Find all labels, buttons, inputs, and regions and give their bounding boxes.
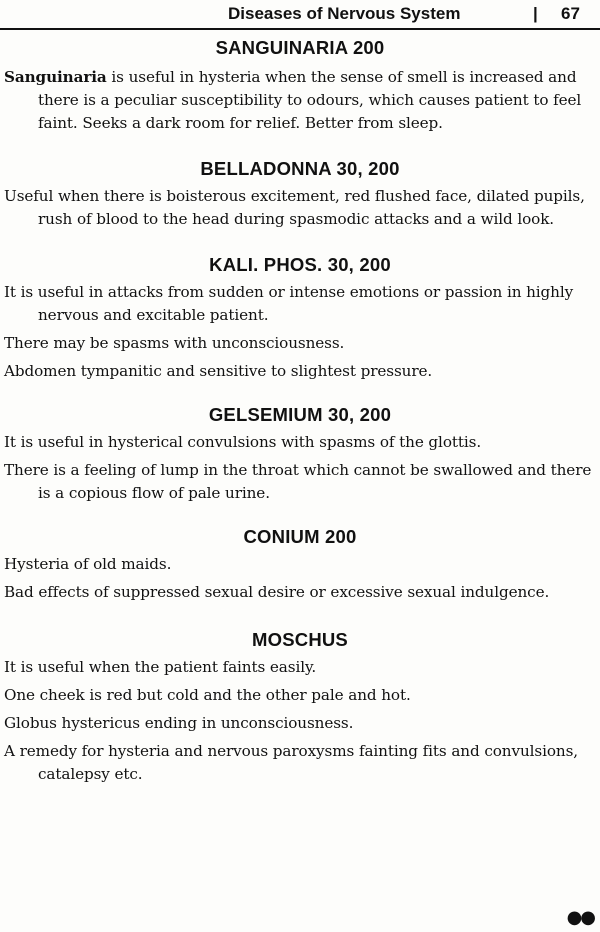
remedy-section-belladonna xyxy=(4,157,596,231)
remedy-heading: KALI. PHOS. 30, 200 xyxy=(209,254,391,275)
remedy-heading: CONIUM 200 xyxy=(243,526,357,547)
remedy-paragraph-text: is useful in hysteria when the sense of smell is increased and there is a peculiar susceptibility to odours, which causes patient to feel faint. Seeks a dark room for relief. Better from sleep. xyxy=(38,68,582,132)
remedy-paragraph: Bad effects of suppressed sexual desire or excessive sexual indulgence. xyxy=(4,583,550,601)
remedy-name-lead: Sanguinaria xyxy=(4,68,107,86)
remedy-paragraph: Globus hystericus ending in unconsciousness. xyxy=(4,714,354,732)
remedy-paragraph: It is useful when the patient faints easily. xyxy=(4,658,317,676)
running-title: Diseases of Nervous System xyxy=(228,4,461,23)
page-content xyxy=(4,36,596,796)
remedy-section-kali-phos xyxy=(4,253,596,383)
remedy-paragraph: It is useful in hysterical convulsions with spasms of the glottis. xyxy=(4,433,482,451)
remedy-section-moschus xyxy=(4,628,596,786)
footer-ornament: ●● xyxy=(566,907,594,928)
remedy-paragraph: It is useful in attacks from sudden or intense emotions or passion in highly nervous and excitable patient. xyxy=(4,283,574,324)
header-separator: | xyxy=(533,4,538,23)
remedy-section-gelsemium xyxy=(4,403,596,505)
remedy-paragraph: Useful when there is boisterous excitement, red flushed face, dilated pupils, rush of blood to the head during spasmodic attacks and a wild look. xyxy=(4,187,585,228)
remedy-paragraph: There is a feeling of lump in the throat which cannot be swallowed and there is a copious flow of pale urine. xyxy=(4,461,592,502)
remedy-paragraph: There may be spasms with unconsciousness. xyxy=(4,334,345,352)
remedy-heading: GELSEMIUM 30, 200 xyxy=(208,404,392,425)
remedy-paragraph: Abdomen tympanitic and sensitive to slightest pressure. xyxy=(4,362,433,380)
remedy-heading: MOSCHUS xyxy=(252,629,348,650)
running-header xyxy=(0,0,600,30)
remedy-section-sanguinaria xyxy=(4,36,596,135)
remedy-paragraph: A remedy for hysteria and nervous paroxysms fainting fits and convulsions, catalepsy etc. xyxy=(4,742,578,783)
remedy-paragraph: One cheek is red but cold and the other pale and hot. xyxy=(4,686,411,704)
remedy-paragraph xyxy=(4,66,596,135)
page-number: 67 xyxy=(561,4,580,23)
remedy-heading: BELLADONNA 30, 200 xyxy=(200,158,400,179)
remedy-paragraph: Hysteria of old maids. xyxy=(4,555,172,573)
remedy-heading: SANGUINARIA 200 xyxy=(215,37,385,58)
remedy-section-conium xyxy=(4,525,596,604)
